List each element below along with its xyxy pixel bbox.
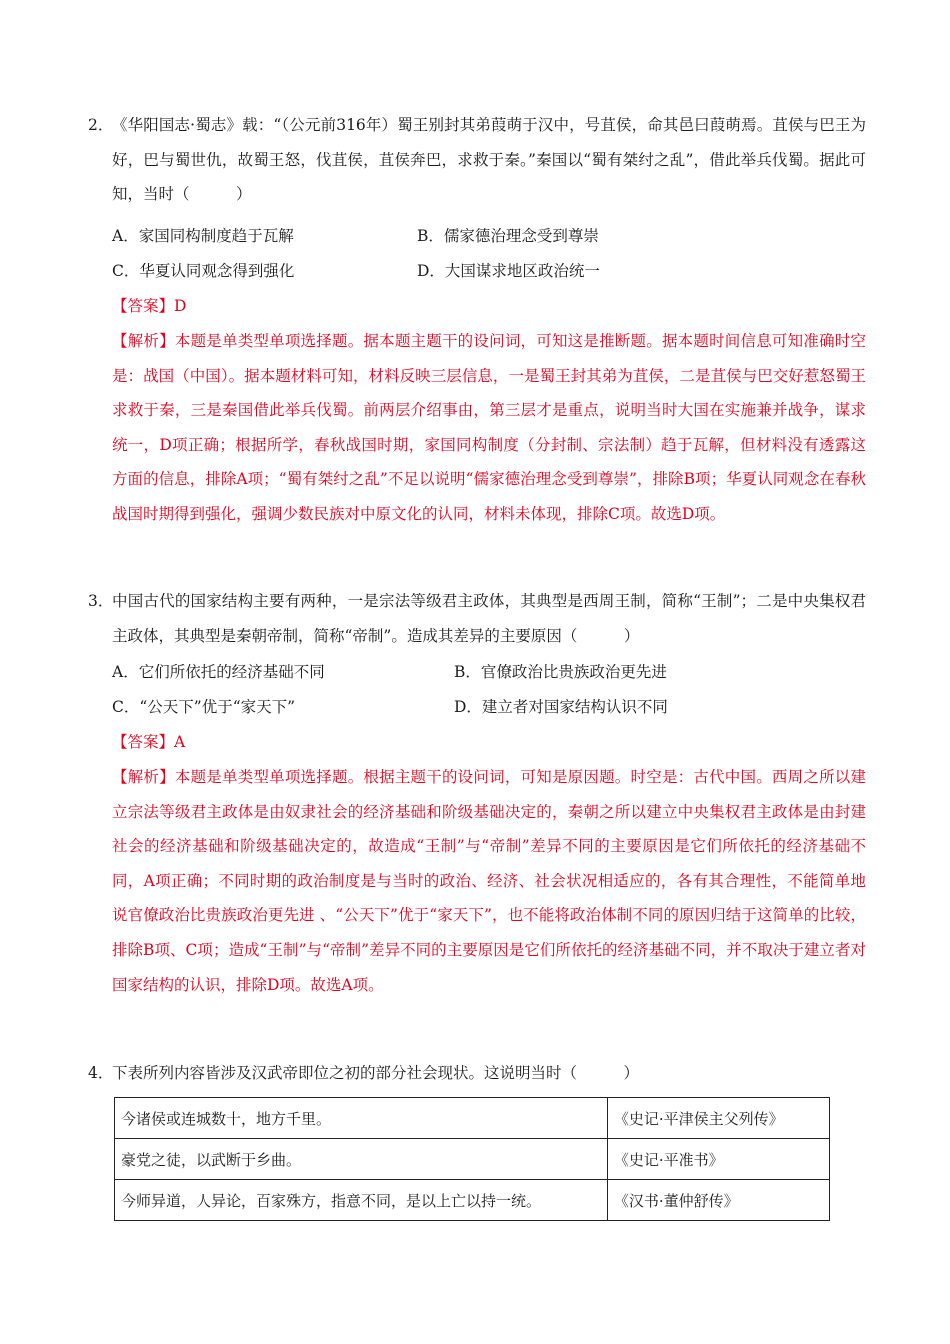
question-number: 4． — [88, 1064, 114, 1082]
question-stem: 《华阳国志·蜀志》载：“（公元前316年）蜀王别封其弟葭萌于汉中，号苴侯，命其邑曰葭萌焉。苴侯与巴王为好，巴与蜀世仇，故蜀王怒，伐苴侯，苴侯奔巴，求救于秦。”秦国以“蜀有桀纣之乱”，借此举兵伐蜀。据此可知，当时（ ） — [112, 116, 866, 204]
table-cell-source: 《史记·平准书》 — [607, 1139, 829, 1180]
option-a: A．家国同构制度趋于瓦解 — [112, 227, 294, 245]
source-table — [114, 1097, 830, 1221]
question-2-options — [112, 219, 866, 288]
option-d: D．大国谋求地区政治统一 — [417, 261, 600, 280]
analysis-3: 【解析】本题是单类型单项选择题。根据主题干的设问词，可知是原因题。时空是：古代中国。西周之所以建立宗法等级君主政体是由奴隶社会的经济基础和阶级基础决定的，秦朝之所以建立中央集权君主政体是由封建社会的经济基础和阶级基础决定的，故造成“王制”与“帝制”差异不同的主要原因是它们所依托的经济基础不同，A项正确；不同时期的政治制度是与当时的政治、经济、社会状况相适应的，各有其合理性，不能简单地说官僚政治比贵族政治更先进 、“公天下”优于“家天下”，也不能将政治体制不同的原因归结于这简单的比较，排除B项、C项；造成“王制”与“帝制”差异不同的主要原因是它们所依托的经济基础不同，并不取决于建立者对国家结构的认识，排除D项。故选A项。 — [112, 768, 866, 994]
answer-2: 【答案】D — [112, 297, 187, 315]
question-number: 3． — [88, 592, 114, 610]
question-3 — [88, 584, 866, 653]
question-4 — [88, 1056, 866, 1091]
question-2 — [88, 108, 866, 212]
option-c: C．“公天下”优于“家天下” — [112, 697, 296, 716]
table-row — [115, 1139, 830, 1180]
table-cell-text: 今师异道，人异论，百家殊方，指意不同，是以上亡以持一统。 — [115, 1180, 608, 1221]
option-b: B．儒家德治理念受到尊崇 — [417, 227, 599, 245]
table-row — [115, 1098, 830, 1139]
answer-3: 【答案】A — [112, 733, 186, 751]
option-b: B．官僚政治比贵族政治更先进 — [454, 663, 667, 681]
table-cell-text: 豪党之徒，以武断于乡曲。 — [115, 1139, 608, 1180]
option-d: D．建立者对国家结构认识不同 — [454, 697, 668, 716]
option-a: A．它们所依托的经济基础不同 — [112, 663, 325, 681]
table-cell-source: 《史记·平津侯主父列传》 — [607, 1098, 829, 1139]
table-cell-text: 今诸侯或连城数十，地方千里。 — [115, 1098, 608, 1139]
option-c: C．华夏认同观念得到强化 — [112, 261, 295, 280]
question-stem: 中国古代的国家结构主要有两种，一是宗法等级君主政体，其典型是西周王制，简称“王制”；二是中央集权君主政体，其典型是秦朝帝制，简称“帝制”。造成其差异的主要原因（ ） — [112, 592, 866, 645]
question-stem: 下表所列内容皆涉及汉武帝即位之初的部分社会现状。这说明当时（ ） — [112, 1064, 640, 1082]
question-number: 2． — [88, 116, 114, 134]
table-row — [115, 1180, 830, 1221]
table-cell-source: 《汉书·董仲舒传》 — [607, 1180, 829, 1221]
question-3-options — [112, 655, 866, 724]
analysis-2: 【解析】本题是单类型单项选择题。据本题主题干的设问词，可知这是推断题。据本题时间信息可知准确时空是：战国（中国）。据本题材料可知，材料反映三层信息，一是蜀王封其弟为苴侯，二是苴侯与巴交好惹怒蜀王求救于秦，三是秦国借此举兵伐蜀。前两层介绍事由，第三层才是重点，说明当时大国在实施兼并战争，谋求统一，D项正确；根据所学，春秋战国时期，家国同构制度（分封制、宗法制）趋于瓦解，但材料没有透露这方面的信息，排除A项；“蜀有桀纣之乱”不足以说明“儒家德治理念受到尊崇”，排除B项；华夏认同观念在春秋战国时期得到强化，强调少数民族对中原文化的认同，材料未体现，排除C项。故选D项。 — [112, 332, 866, 523]
